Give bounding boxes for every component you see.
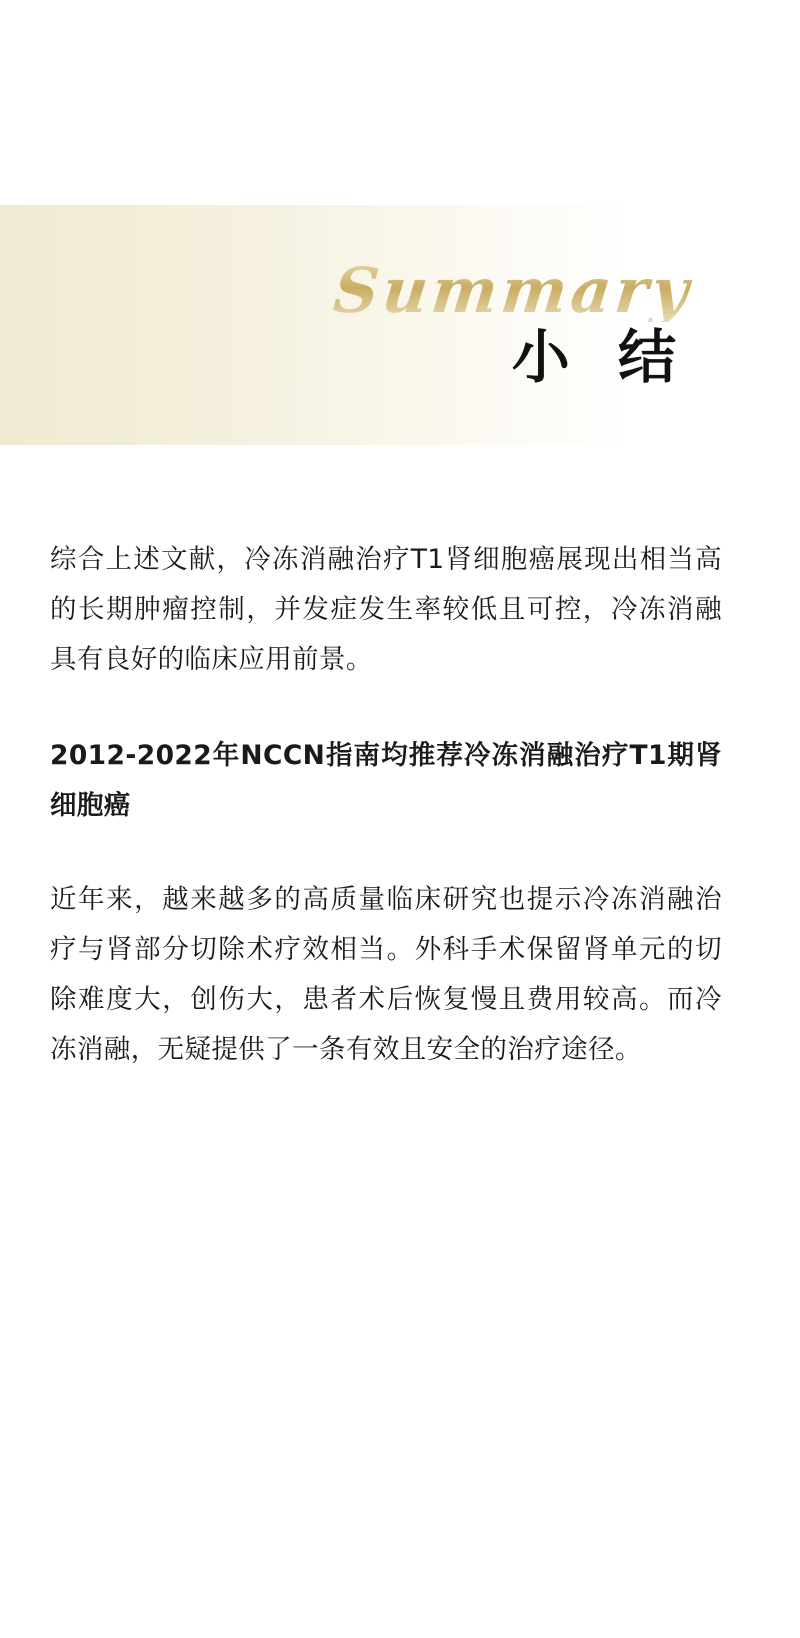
paragraph-discussion: 近年来，越来越多的高质量临床研究也提示冷冻消融治疗与肾部分切除术疗效相当。外科手术保留肾单元的切除难度大，创伤大，患者术后恢复慢且费用较高。而冷冻消融，无疑提供了一条有效且安全的治疗途径。 bbox=[50, 884, 722, 1065]
summary-banner bbox=[0, 205, 718, 445]
banner-title-group bbox=[266, 205, 696, 445]
page-title-script: Summary bbox=[331, 260, 699, 322]
paragraph-guideline: 2012-2022年NCCN指南均推荐冷冻消融治疗T1期肾细胞癌 bbox=[50, 740, 722, 821]
article-body bbox=[50, 535, 722, 1075]
page-title: 小 结 bbox=[511, 323, 690, 392]
paragraph-intro: 综合上述文献，冷冻消融治疗T1肾细胞癌展现出相当高的长期肿瘤控制，并发症发生率较低且可控，冷冻消融具有良好的临床应用前景。 bbox=[50, 544, 722, 675]
